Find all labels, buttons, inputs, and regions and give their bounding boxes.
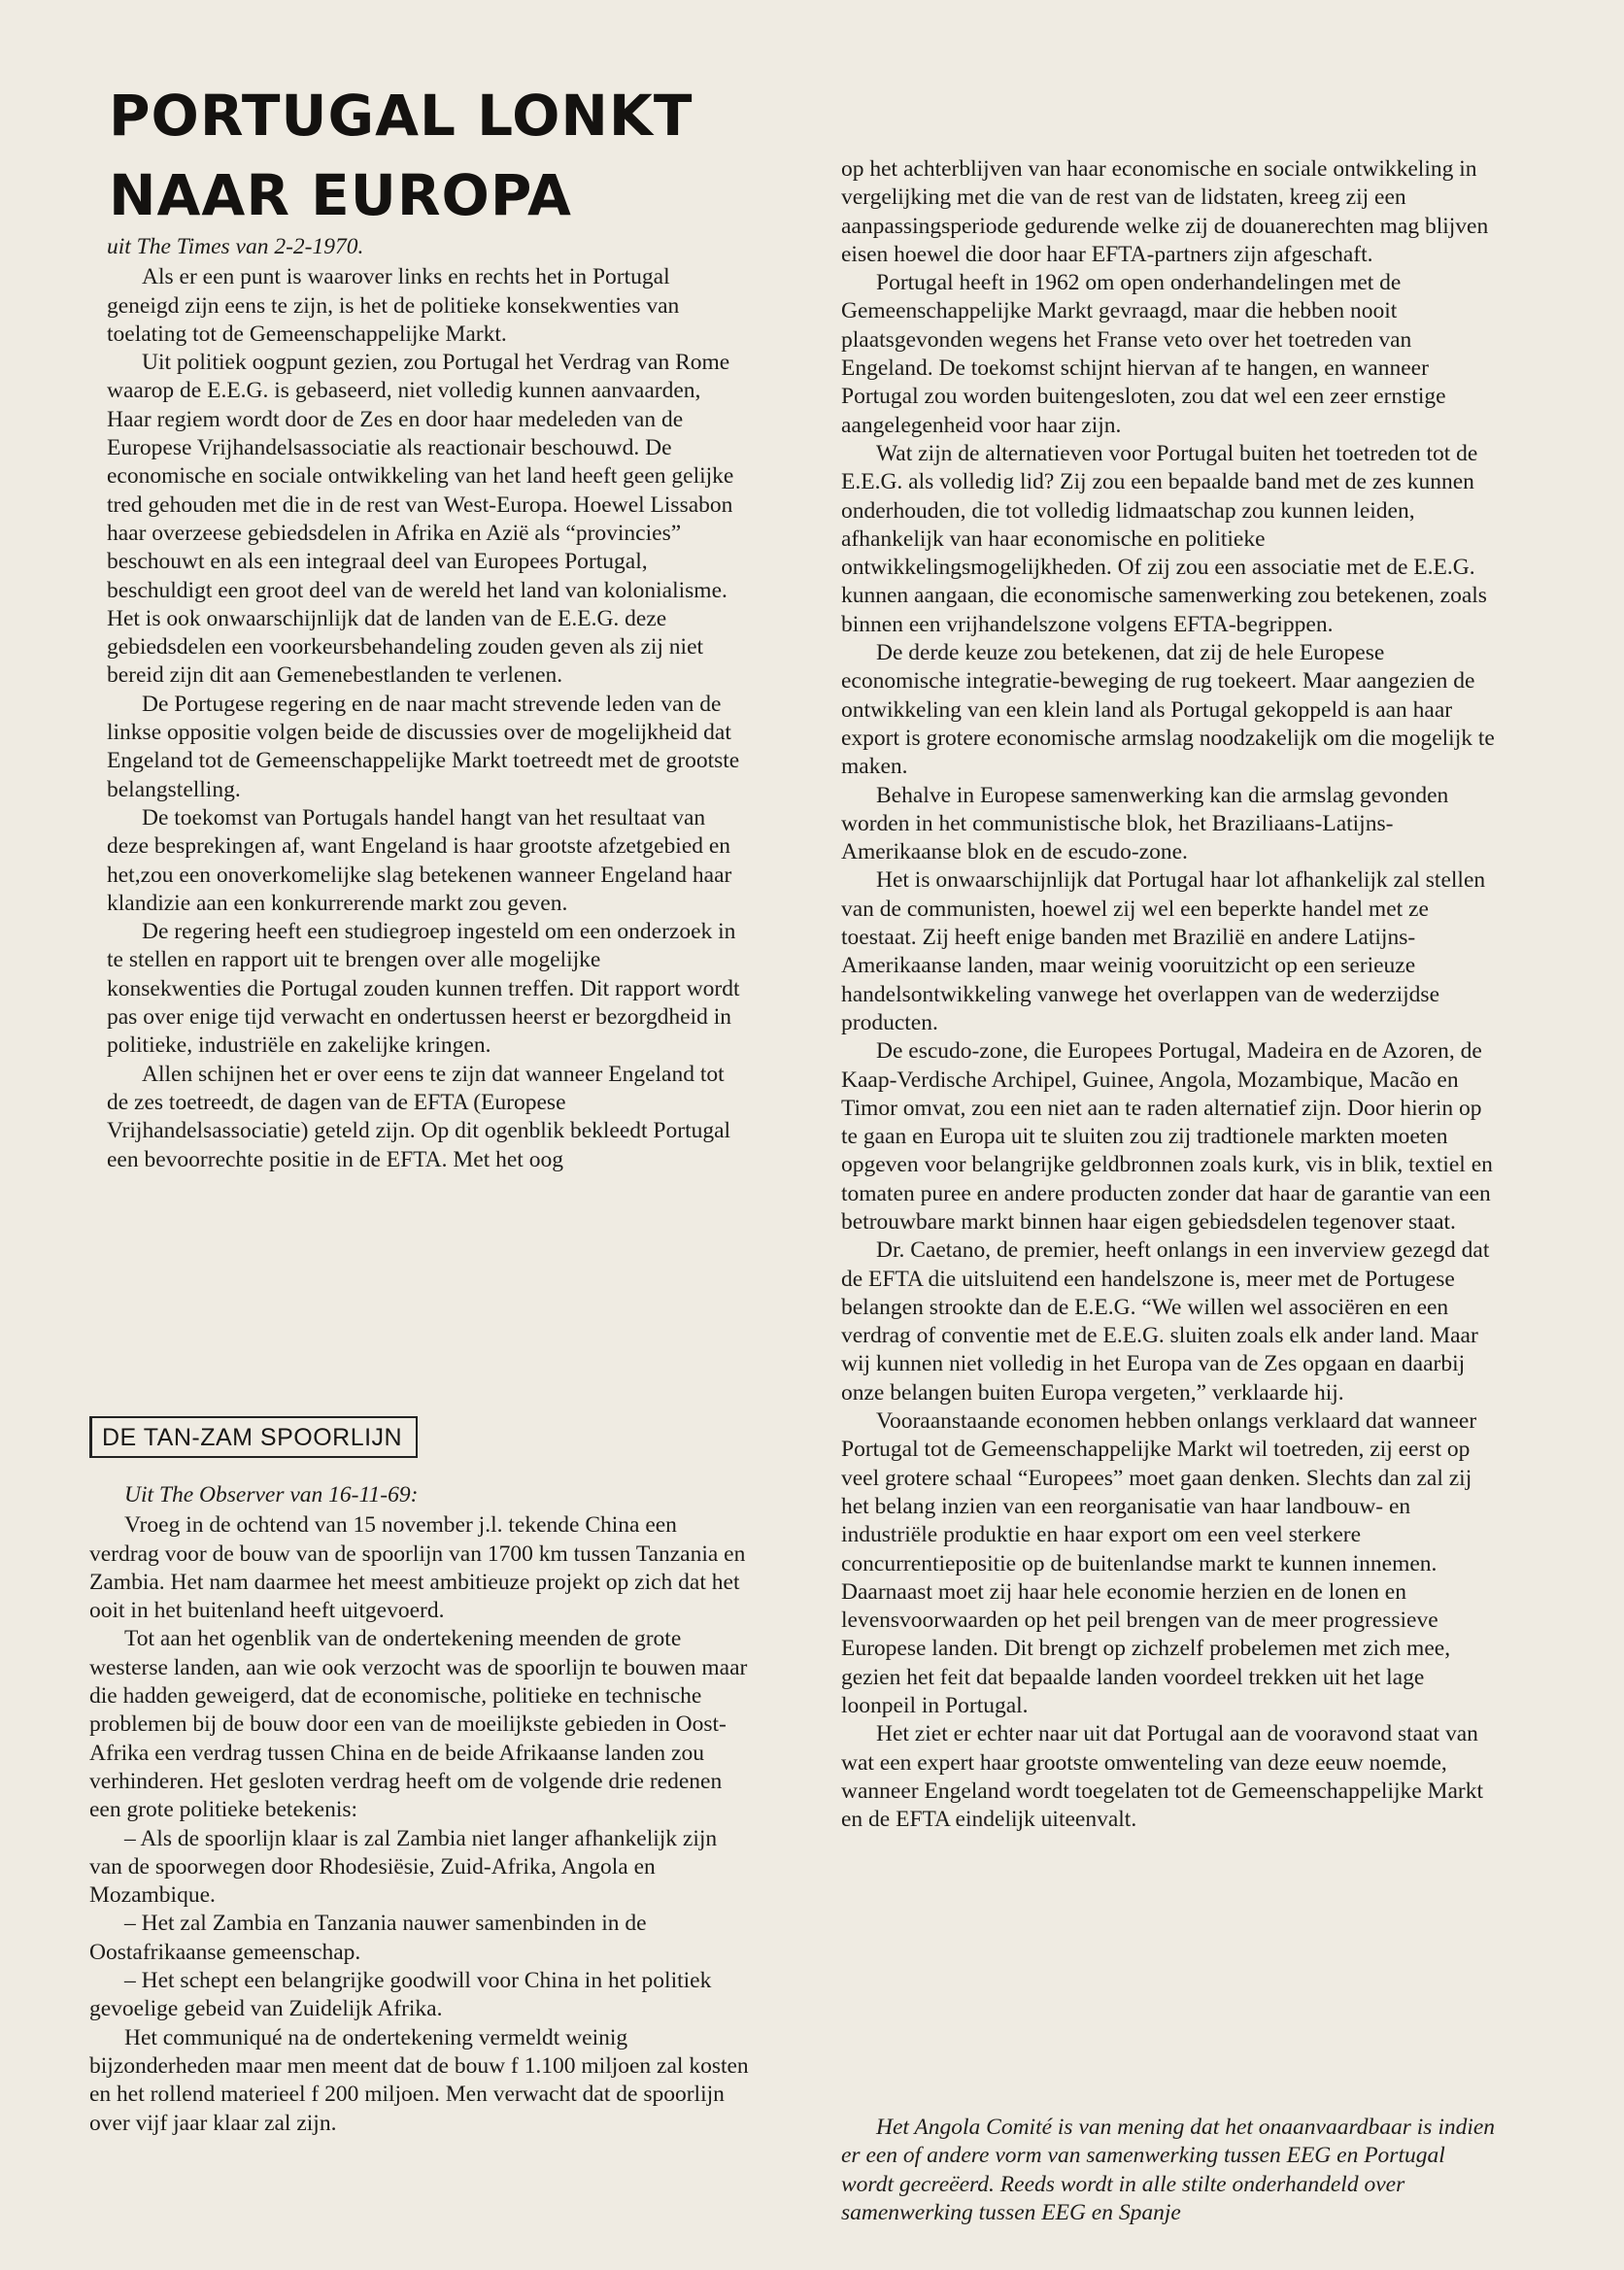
section-title-box: DE TAN-ZAM SPOORLIJN (89, 1416, 418, 1458)
paragraph: Dr. Caetano, de premier, heeft onlangs in een inverview gezegd dat de EFTA die uitsluitend een handelszone is, meer met de Portugese belangen strookte dan de E.E.G. “We willen wel associëren en een verdrag of conventie met de E.E.G. sluiten zoals elk ander land. Maar wij kunnen niet volledig in het Europa van de Zes opgaan en daarbij onze belangen buiten Europa vergeten,” verklaarde hij. (841, 1237, 1490, 1406)
paragraph: Tot aan het ogenblik van de ondertekening meenden de grote westerse landen, aan wie ook verzocht was de spoorlijn te bouwen maar die hadden geweigerd, dat de economische, politieke en technische problemen bij de bouw door een van de moeilijkste gebieden in Oost-Afrika een verdrag tussen China en de beide Afrikaanse landen zou verhinderen. Het gesloten verdrag heeft om de volgende drie redenen een grote politieke betekenis: (89, 1626, 748, 1823)
comment-text: Het Angola Comité is van mening dat het onaanvaardbaar is indien er een of andere vorm van samenwerking tussen EEG en Portugal wordt gecreëerd. Reeds wordt in alle stilte onderhandeld over samenwerking tussen EEG en Spanje (841, 2115, 1496, 2225)
paragraph: Portugal heeft in 1962 om open onderhandelingen met de Gemeenschappelijke Markt gevraagd, maar die hebben nooit plaatsgevonden wegens het Franse veto over het toetreden van Engeland. De toekomst schijnt hiervan af te hangen, en wanneer Portugal zou worden buitengesloten, zou dat wel een zeer ernstige aangelegenheid voor haar zijn. (841, 270, 1446, 438)
article-source: uit The Times van 2-2-1970. (107, 234, 364, 259)
paragraph: Uit politiek oogpunt gezien, zou Portugal het Verdrag van Rome waarop de E.E.G. is gebaseerd, niet volledig kunnen aanvaarden, Haar regiem wordt door de Zes en door haar medeleden van de Europese Vrijhandelsassociatie als reactionair beschouwd. De economische en sociale ontwikkeling van het land heeft geen gelijke tred gehouden met die in de rest van West-Europa. Hoewel Lissabon haar overzeese gebiedsdelen in Afrika en Azië als “provincies” beschouwt en als een integraal deel van Europees Portugal, beschuldigt een groot deel van de wereld het land van kolonialisme. Het is ook onwaarschijnlijk dat de landen van de E.E.G. deze gebiedsdelen een voorkeursbehandeling zouden geven als zij niet bereid zijn dit aan Gemenebestlanden te verlenen. (107, 350, 734, 689)
paragraph: Het communiqué na de ondertekening vermeldt weinig bijzonderheden maar men meent dat de bouw f 1.100 miljoen zal kosten en het rollend materieel f 200 miljoen. Men verwacht dat de spoorlijn over vijf jaar klaar zal zijn. (89, 2024, 749, 2136)
paragraph: Het ziet er echter naar uit dat Portugal aan de vooravond staat van wat een expert haar grootste omwenteling van deze eeuw noemde, wanneer Engeland wordt toegelaten tot de Gemeenschappelijke Markt en de EFTA eindelijk uiteenvalt. (841, 1721, 1484, 1833)
paragraph: De regering heeft een studiegroep ingesteld om een onderzoek in te stellen en rapport uit te brengen over alle mogelijke konsekwenties die Portugal zouden kunnen treffen. Dit rapport wordt pas over enige tijd verwacht en ondertussen heerst er bezorgdheid in politieke, industriële en zakelijke kringen. (107, 919, 740, 1059)
paragraph: op het achterblijven van haar economische en sociale ontwikkeling in vergelijking met die van de rest van de lidstaten, kreeg zij een aanpassingsperiode gedurende welke zij de douanerechten mag blijven eisen hoewel die door haar EFTA-partners zijn afgeschaft. (841, 156, 1489, 267)
paragraph: Het is onwaarschijnlijk dat Portugal haar lot afhankelijk zal stellen van de communisten, hoewel zij wel een beperkte handel met ze toestaat. Zij heeft enige banden met Brazilië en andere Latijns-Amerikaanse landen, maar weinig vooruitzicht op een serieuze handelsontwikkeling vanwege het overlappen van de wederzijdse producten. (841, 867, 1486, 1035)
article-portugal-right-column (841, 155, 1502, 1835)
article-portugal-left-column (107, 233, 740, 1174)
paragraph: Behalve in Europese samenwerking kan die armslag gevonden worden in het communistische blok, het Braziliaans-Latijns-Amerikaanse blok en de escudo-zone. (841, 782, 1449, 865)
headline (109, 76, 693, 235)
bullet-item: – Als de spoorlijn klaar is zal Zambia niet langer afhankelijk zijn van de spoorwegen door Rhodesiësie, Zuid-Afrika, Angola en Mozambique. (89, 1825, 718, 1909)
editorial-comment (841, 2114, 1502, 2227)
paragraph: Wat zijn de alternatieven voor Portugal buiten het toetreden tot de E.E.G. als volledig lid? Zij zou een bepaalde band met de zes kunnen onderhouden, die tot volledig lidmaatschap zou kunnen leiden, afhankelijk van haar economische en politieke ontwikkelingsmogelijkheden. Of zij zou een associatie met de E.E.G. kunnen aangaan, die economische samenwerking zou betekenen, zoals binnen een vrijhandelszone volgens EFTA-begrippen. (841, 440, 1487, 637)
paragraph: Vroeg in de ochtend van 15 november j.l. tekende China een verdrag voor de bouw van de spoorlijn van 1700 km tussen Tanzania en Zambia. Het nam daarmee het meest ambitieuze projekt op zich dat het ooit in het buitenland heeft uitgevoerd. (89, 1512, 746, 1624)
paragraph: De derde keuze zou betekenen, dat zij de hele Europese economische integratie-beweging de rug toekeert. Maar aangezien de ontwikkeling van een klein land als Portugal gekoppeld is aan haar export is grotere economische armslag noodzakelijk om die mogelijk te maken. (841, 640, 1495, 780)
paragraph: Vooraanstaande economen hebben onlangs verklaard dat wanneer Portugal tot de Gemeenschappelijke Markt wil toetreden, zij eerst op veel grotere schaal “Europees” moet gaan denken. Slechts dan zal zij het belang inzien van een reorganisatie van haar landbouw- en industriële produktie en haar export om een veel sterkere concurrentiepositie op de buitenlandse markt te kunnen innemen. Daarnaast moet zij haar hele economie herzien en de lonen en levensvoorwaarden op het peil brengen van de meer progressieve Europese landen. Dit brengt op zichzelf probelemen met zich mee, gezien het feit dat bepaalde landen voordeel trekken uit het lage loonpeil in Portugal. (841, 1408, 1477, 1719)
article-source: Uit The Observer van 16-11-69: (124, 1482, 419, 1508)
bullet-item: – Het zal Zambia en Tanzania nauwer samenbinden in de Oostafrikaanse gemeenschap. (89, 1911, 647, 1965)
paragraph: De toekomst van Portugals handel hangt van het resultaat van deze besprekingen af, want Engeland is haar grootste afzetgebied en het,zou een onoverkomelijke slag betekenen wanneer Engeland haar klandizie aan een konkurrerende markt zou geven. (107, 804, 732, 916)
bullet-item: – Het schept een belangrijke goodwill voor China in het politiek gevoelige gebeid van Zuidelijk Afrika. (89, 1968, 712, 2022)
headline-line-2: NAAR EUROPA (109, 162, 572, 228)
paragraph: De escudo-zone, die Europees Portugal, Madeira en de Azoren, de Kaap-Verdische Archipel, Guinee, Angola, Mozambique, Macão en Timor omvat, zou een niet aan te raden alternatief zijn. Door hierin op te gaan en Europa uit te sluiten zou zij tradtionele markten moeten opgeven voor belangrijke geldbronnen zoals kurk, vis in blik, textiel en tomaten puree en andere producten zonder dat haar de garantie van een betrouwbare markt binnen haar eigen gebiedsdelen tegenover staat. (841, 1038, 1493, 1235)
headline-line-1: PORTUGAL LONKT (109, 83, 694, 149)
paragraph: Allen schijnen het er over eens te zijn dat wanneer Engeland tot de zes toetreedt, de dagen van de EFTA (Europese Vrijhandelsassociatie) geteld zijn. Op dit ogenblik bekleedt Portugal een bevoorrechte positie in de EFTA. Met het oog (107, 1061, 731, 1172)
paragraph: Als er een punt is waarover links en rechts het in Portugal geneigd zijn eens te zijn, is het de politieke konsekwenties van toelating tot de Gemeenschappelijke Markt. (107, 264, 680, 347)
paragraph: De Portugese regering en de naar macht strevende leden van de linkse oppositie volgen beide de discussies over de mogelijkheid dat Engeland tot de Gemeenschappelijke Markt toetreedt met de grootste belangstelling. (107, 691, 740, 802)
